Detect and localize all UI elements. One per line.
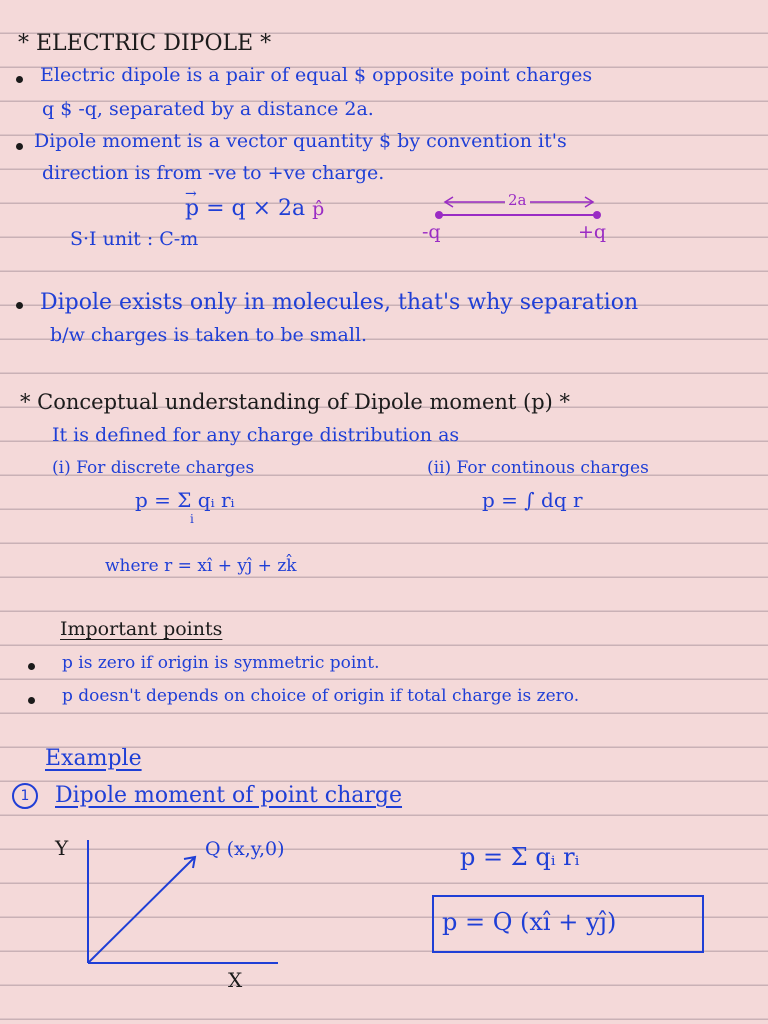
positive-charge-dot [593,211,601,219]
concept-defined-text: It is defined for any charge distribution as [52,424,460,446]
bullet-dot [16,302,23,309]
dipole-formula [185,198,324,220]
important-heading: Important points [60,618,223,640]
x-axis-label: X [228,968,243,992]
bullet-2-line-1: Dipole moment is a vector quantity $ by convention it's [34,130,567,152]
discrete-label: (i) For discrete charges [52,458,255,478]
important-point-2: p doesn't depends on choice of origin if total charge is zero. [62,686,580,706]
p-hat-symbol: p̂ [312,198,325,220]
bullet-1-line-1: Electric dipole is a pair of equal $ opposite point charges [40,64,593,86]
bullet-3-line-1: Dipole exists only in molecules, that's why separation [40,290,639,315]
position-vector [88,857,195,963]
separation-label: 2a [505,193,530,208]
bullet-1-line-2: q $ -q, separated by a distance 2a. [42,98,374,120]
example-subtitle: Dipole moment of point charge [55,783,403,808]
important-point-1: p is zero if origin is symmetric point. [62,653,380,673]
y-axis-label: Y [55,836,69,860]
page-title: * ELECTRIC DIPOLE * [18,31,272,56]
example-number-badge: 1 [12,783,38,809]
bullet-2-line-2: direction is from -ve to +ve charge. [42,162,385,184]
p-vector-symbol: → p [185,198,199,220]
bullet-dot [16,76,23,83]
concept-heading: * Conceptual understanding of Dipole moment (p) * [20,390,571,414]
continuous-label: (ii) For continous charges [427,458,649,478]
bullet-dot [28,697,35,704]
positive-charge-label: +q [578,221,607,243]
negative-charge-label: -q [422,221,441,243]
bullet-dot [16,143,23,150]
example-formula-result: p = Q (xî + yĵ) [442,908,617,936]
si-unit: S·I unit : C-m [70,228,199,250]
bullet-3-line-2: b/w charges is taken to be small. [50,324,368,346]
example-formula-sum: p = Σ qᵢ rᵢ [460,843,580,871]
bullet-dot [28,663,35,670]
discrete-sum-index: i [190,512,194,526]
point-label: Q (x,y,0) [205,838,285,860]
position-vector-definition: where r = xî + yĵ + zk̂ [105,556,297,576]
continuous-formula: p = ∫ dq r [482,488,583,512]
example-heading: Example [45,746,142,771]
negative-charge-dot [435,211,443,219]
dipole-formula-text: = q × 2a [206,196,306,221]
discrete-formula: p = Σ qᵢ rᵢ [135,488,235,512]
